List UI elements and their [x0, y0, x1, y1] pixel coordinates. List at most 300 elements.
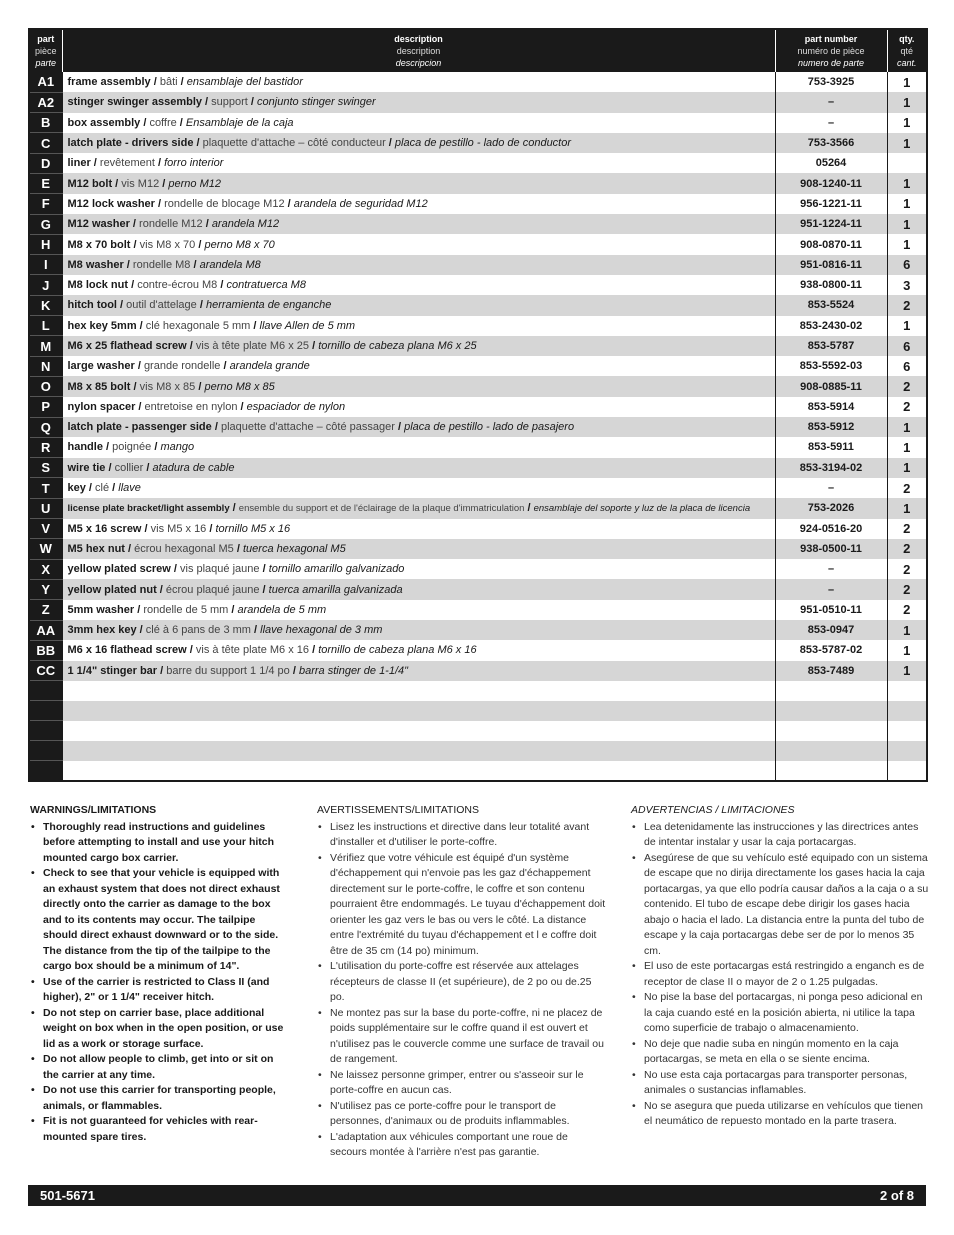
part-id: U	[29, 498, 62, 518]
blank-row	[29, 741, 927, 761]
part-number	[775, 761, 887, 781]
description-spanish: arandela de seguridad M12	[293, 197, 428, 210]
part-number: 753-3925	[775, 72, 887, 92]
part-qty: 6	[887, 255, 927, 275]
part-id	[29, 681, 62, 701]
separator: /	[135, 400, 145, 413]
description-french: rondelle de blocage M12	[164, 197, 285, 210]
table-row	[29, 336, 927, 356]
separator: /	[250, 319, 260, 332]
description-english: M5 hex nut	[67, 542, 125, 555]
description-french: rondelle M12	[139, 218, 203, 231]
page-footer	[28, 1185, 926, 1206]
table-row	[29, 498, 927, 518]
warning-item: • Fit is not guaranteed for vehicles with rear-mounted spare tires.	[30, 1114, 285, 1145]
warning-item: • Asegúrese de que su vehículo esté equipado con un sistema de escape que no dirija directamente los gases hacia la caja portacargas, ya que ello podría causar daños a la caja o a su contenido. El tubo de escape debe dirigir los gases hacia abajo o hacia el lado. La distancia entre la punta del tubo de escape y la caja portacargas debe ser de por lo menos 35 cm.	[631, 851, 929, 960]
separator: /	[136, 624, 146, 637]
description-spanish: atadura de cable	[152, 461, 235, 474]
part-qty: 1	[887, 72, 927, 92]
separator: /	[195, 380, 205, 393]
warning-item: • No deje que nadie suba en ningún momento en la caja portacargas, se meta en ella o se siente encima.	[631, 1037, 929, 1068]
separator: /	[134, 603, 144, 616]
part-number	[775, 721, 887, 741]
separator: /	[228, 603, 238, 616]
part-id: BB	[29, 640, 62, 660]
part-qty: 1	[887, 498, 927, 518]
blank-row	[29, 721, 927, 741]
description-spanish: perno M8 x 70	[204, 238, 275, 251]
table-row	[29, 600, 927, 620]
description-french: bâti	[159, 76, 178, 89]
part-description	[62, 173, 775, 193]
warning-item: • L'adaptation aux véhicules comportant une roue de secours montée à l'arrière n'est pas garantie.	[317, 1130, 607, 1161]
warning-item: • Ne laissez personne grimper, entrer ou s'asseoir sur le porte-coffre en aucun cas.	[317, 1068, 607, 1099]
description-spanish: tornillo de cabeza plana M6 x 25	[318, 340, 477, 352]
description-french: coffre	[149, 116, 177, 129]
separator: /	[211, 421, 221, 434]
warning-item: • El uso de este portacargas está restringido a enganch es de receptor de clase II o mayor de 2 o 1.25 pulgadas.	[631, 959, 929, 990]
part-description	[62, 620, 775, 640]
warning-item: • Do not use this carrier for transporting people, animals, or flammables.	[30, 1083, 285, 1114]
description-spanish: barra stinger de 1-1/4"	[298, 664, 409, 677]
part-id	[29, 741, 62, 761]
table-row	[29, 153, 927, 173]
part-description	[62, 336, 775, 356]
separator: /	[136, 319, 146, 332]
part-description	[62, 579, 775, 599]
description-english: wire tie	[67, 461, 106, 474]
table-row	[29, 72, 927, 92]
part-number: 853-5524	[775, 295, 887, 315]
separator: /	[237, 400, 247, 413]
description-spanish: ensamblaje del soporte y luz de la placa de licencia	[533, 503, 751, 515]
separator: /	[524, 502, 534, 515]
separator: /	[140, 116, 150, 129]
separator: /	[156, 583, 166, 596]
table-row	[29, 640, 927, 660]
separator: /	[259, 563, 269, 576]
description-english: liner	[67, 157, 91, 170]
part-qty: 2	[887, 559, 927, 579]
description-spanish: mango	[160, 441, 195, 454]
warning-item: • Use of the carrier is restricted to Class II (and higher), 2" or 1 1/4" receiver hitch.	[30, 975, 285, 1006]
part-qty: 1	[887, 458, 927, 478]
description-english: M6 x 16 flathead screw	[67, 644, 187, 657]
part-id: X	[29, 559, 62, 579]
part-qty: 2	[887, 519, 927, 539]
part-qty	[887, 721, 927, 741]
separator: /	[151, 441, 161, 454]
parts-table-body	[29, 72, 927, 781]
part-number: 753-2026	[775, 498, 887, 518]
part-qty	[887, 701, 927, 721]
part-description	[62, 255, 775, 275]
header-description: description description descripcion	[62, 29, 775, 72]
part-id: P	[29, 397, 62, 417]
description-french: ensemble du support et de l'éclairage de la plaque d'immatriculation	[238, 503, 525, 515]
warnings-list	[631, 820, 929, 1130]
part-description	[62, 519, 775, 539]
description-english: M8 x 70 bolt	[67, 238, 131, 251]
description-spanish: herramienta de enganche	[205, 299, 332, 312]
part-number: 853-2430-02	[775, 316, 887, 336]
description-french: revêtement	[99, 157, 155, 170]
table-row	[29, 539, 927, 559]
description-english: nylon spacer	[67, 400, 136, 413]
part-id: I	[29, 255, 62, 275]
description-english: large washer	[67, 360, 135, 373]
part-description	[62, 356, 775, 376]
description-english: hitch tool	[67, 299, 117, 312]
part-number: 853-5912	[775, 417, 887, 437]
part-number: 938-0500-11	[775, 539, 887, 559]
separator: /	[176, 116, 186, 129]
description-spanish: tornillo amarillo galvanizado	[268, 563, 405, 576]
description-english: 3mm hex key	[67, 624, 137, 637]
part-id: D	[29, 153, 62, 173]
warning-item: • Do not allow people to climb, get into or sit on the carrier at any time.	[30, 1052, 285, 1083]
part-description	[62, 741, 775, 761]
part-description	[62, 761, 775, 781]
part-id: O	[29, 376, 62, 396]
description-spanish: arandela M8	[199, 258, 261, 271]
part-description	[62, 92, 775, 112]
part-description	[62, 295, 775, 315]
table-row	[29, 437, 927, 457]
part-qty	[887, 681, 927, 701]
separator: /	[130, 380, 140, 393]
separator: /	[117, 299, 127, 312]
description-french: vis à tête plate M6 x 16	[195, 644, 310, 657]
part-id: A1	[29, 72, 62, 92]
description-english: M12 bolt	[67, 177, 113, 190]
table-row	[29, 417, 927, 437]
header-part-number: part number numéro de pièce numero de parte	[775, 29, 887, 72]
part-qty: 1	[887, 417, 927, 437]
description-english: M5 x 16 screw	[67, 522, 142, 535]
warnings-spanish	[631, 803, 929, 1130]
description-french: barre du support 1 1/4 po	[166, 664, 290, 677]
description-french: clé à 6 pans de 3 mm	[145, 624, 251, 637]
separator: /	[284, 197, 294, 210]
part-id: CC	[29, 661, 62, 681]
description-spanish: arandela M12	[211, 218, 280, 231]
separator: /	[141, 522, 151, 535]
part-description	[62, 397, 775, 417]
part-id: M	[29, 336, 62, 356]
description-french: outil d'attelage	[126, 299, 197, 312]
part-qty: 1	[887, 113, 927, 133]
separator: /	[134, 360, 144, 373]
header-qty: qty. qté cant.	[887, 29, 927, 72]
description-english: M12 lock washer	[67, 197, 155, 210]
header-part: part pièce parte	[29, 29, 62, 72]
part-description	[62, 153, 775, 173]
table-row	[29, 397, 927, 417]
table-row	[29, 478, 927, 498]
table-row	[29, 559, 927, 579]
separator: /	[220, 360, 230, 373]
part-id: W	[29, 539, 62, 559]
description-french: vis à tête plate M6 x 25	[195, 340, 310, 352]
part-qty: 1	[887, 234, 927, 254]
part-number: –	[775, 92, 887, 112]
separator: /	[123, 258, 133, 271]
description-spanish: contratuerca M8	[226, 279, 306, 292]
parts-table	[28, 28, 928, 782]
part-id: E	[29, 173, 62, 193]
warnings-title: WARNINGS/LIMITATIONS	[30, 804, 157, 816]
part-qty: 2	[887, 376, 927, 396]
part-description	[62, 498, 775, 518]
part-id: A2	[29, 92, 62, 112]
description-french: plaquette d'attache – côté conducteur	[202, 137, 386, 150]
part-id	[29, 761, 62, 781]
part-description	[62, 72, 775, 92]
part-description	[62, 275, 775, 295]
description-french: poignée	[112, 441, 152, 454]
description-french: vis M8 x 70	[139, 238, 196, 251]
part-number	[775, 681, 887, 701]
part-number: –	[775, 559, 887, 579]
warning-item: • Lea detenidamente las instrucciones y las directrices antes de intentar instalar y usar la caja portacargas.	[631, 820, 929, 851]
table-row	[29, 255, 927, 275]
table-row	[29, 113, 927, 133]
separator: /	[154, 157, 165, 170]
part-number: 853-7489	[775, 661, 887, 681]
description-french: écrou plaqué jaune	[165, 583, 260, 596]
separator: /	[289, 664, 299, 677]
part-id: Y	[29, 579, 62, 599]
description-spanish: Ensamblaje de la caja	[185, 116, 294, 129]
part-number: 924-0516-20	[775, 519, 887, 539]
separator: /	[259, 583, 269, 596]
description-english: key	[67, 482, 86, 495]
separator: /	[186, 340, 196, 352]
part-description	[62, 194, 775, 214]
part-id	[29, 721, 62, 741]
part-qty: 1	[887, 133, 927, 153]
part-description	[62, 539, 775, 559]
description-french: vis M5 x 16	[150, 522, 207, 535]
description-spanish: perno M12	[168, 177, 221, 190]
table-row	[29, 275, 927, 295]
part-number: 853-5911	[775, 437, 887, 457]
description-french: vis M12	[121, 177, 160, 190]
separator: /	[309, 340, 319, 352]
table-row	[29, 620, 927, 640]
part-number: 853-0947	[775, 620, 887, 640]
part-id: K	[29, 295, 62, 315]
description-spanish: tuerca amarilla galvanizada	[268, 583, 403, 596]
part-description	[62, 559, 775, 579]
description-english: latch plate - passenger side	[67, 421, 212, 434]
part-description	[62, 600, 775, 620]
part-description	[62, 478, 775, 498]
description-french: rondelle M8	[132, 258, 191, 271]
description-english: latch plate - drivers side	[67, 137, 194, 150]
warnings-french	[317, 803, 607, 1161]
description-spanish: tornillo M5 x 16	[215, 522, 291, 535]
part-number: 853-5914	[775, 397, 887, 417]
separator: /	[85, 482, 96, 495]
part-qty: 2	[887, 579, 927, 599]
part-number: 956-1221-11	[775, 194, 887, 214]
separator: /	[233, 542, 243, 555]
warning-item: • Ne montez pas sur la base du porte-coffre, ni ne placez de poids supplémentaire sur le coffre quand il est ouvert et n'utilisez pas le couvercle comme une surface de travail ou de rangement.	[317, 1006, 607, 1068]
description-spanish: ensamblaje del bastidor	[186, 76, 303, 89]
separator: /	[195, 238, 205, 251]
part-id: B	[29, 113, 62, 133]
part-qty: 6	[887, 356, 927, 376]
description-english: yellow plated nut	[67, 583, 157, 596]
description-spanish: perno M8 x 85	[204, 380, 275, 393]
separator: /	[130, 238, 140, 251]
warnings-title: ADVERTENCIAS / LIMITACIONES	[631, 804, 795, 816]
part-description	[62, 234, 775, 254]
table-row	[29, 316, 927, 336]
part-number: 908-1240-11	[775, 173, 887, 193]
warning-item: • N'utilisez pas ce porte-coffre pour le transport de personnes, d'animaux ou de produits inflammables.	[317, 1099, 607, 1130]
description-english: handle	[67, 441, 103, 454]
part-qty: 1	[887, 437, 927, 457]
part-qty: 3	[887, 275, 927, 295]
separator: /	[170, 563, 180, 576]
warning-item: • No use esta caja portacargas para transporter personas, animales o sustancias inflamables.	[631, 1068, 929, 1099]
separator: /	[143, 461, 153, 474]
description-french: entretoise en nylon	[144, 400, 238, 413]
description-spanish: placa de pestillo - lado de conductor	[394, 137, 572, 150]
description-spanish: llave hexagonal de 3 mm	[260, 624, 383, 637]
description-spanish: tuerca hexagonal M5	[242, 542, 346, 555]
table-row	[29, 92, 927, 112]
warning-item: • Thoroughly read instructions and guidelines before attempting to install and use your hitch mounted cargo box carrier.	[30, 820, 285, 867]
part-number: 853-5592-03	[775, 356, 887, 376]
part-qty: 1	[887, 316, 927, 336]
description-english: yellow plated screw	[67, 563, 171, 576]
description-spanish: tornillo de cabeza plana M6 x 16	[318, 644, 477, 657]
separator: /	[90, 157, 100, 170]
table-row	[29, 214, 927, 234]
part-id: J	[29, 275, 62, 295]
description-english: M8 x 85 bolt	[67, 380, 131, 393]
part-description	[62, 113, 775, 133]
description-english: M8 washer	[67, 258, 124, 271]
warnings-title: AVERTISSEMENTS/LIMITATIONS	[317, 804, 479, 816]
description-english: 5mm washer	[67, 603, 135, 616]
description-french: plaquette d'attache – côté passager	[220, 421, 395, 434]
part-description	[62, 640, 775, 660]
separator: /	[109, 482, 119, 495]
part-qty: 6	[887, 336, 927, 356]
description-french: clé	[95, 482, 110, 495]
description-spanish: placa de pestillo - lado de pasajero	[404, 421, 575, 434]
warning-item: • No se asegura que pueda utilizarse en vehículos que tienen el neumático de repuesto montado en la parte trasera.	[631, 1099, 929, 1130]
part-qty: 2	[887, 478, 927, 498]
separator: /	[196, 299, 206, 312]
description-english: hex key 5mm	[67, 319, 137, 332]
part-qty: 2	[887, 295, 927, 315]
warnings-english	[30, 803, 285, 1145]
part-id: L	[29, 316, 62, 336]
part-number: –	[775, 579, 887, 599]
part-id: H	[29, 234, 62, 254]
part-qty	[887, 153, 927, 173]
part-qty: 1	[887, 194, 927, 214]
description-spanish: llave Allen de 5 mm	[259, 319, 356, 332]
separator: /	[190, 258, 200, 271]
table-row	[29, 356, 927, 376]
table-row	[29, 458, 927, 478]
part-description	[62, 376, 775, 396]
table-row	[29, 519, 927, 539]
separator: /	[247, 96, 258, 109]
description-english: stinger swinger assembly	[67, 96, 202, 109]
separator: /	[202, 96, 212, 109]
description-spanish: arandela de 5 mm	[237, 603, 327, 616]
part-id	[29, 701, 62, 721]
part-description	[62, 681, 775, 701]
description-french: contre-écrou M8	[137, 279, 218, 292]
part-description	[62, 721, 775, 741]
part-description	[62, 661, 775, 681]
part-number: 853-5787	[775, 336, 887, 356]
part-id: T	[29, 478, 62, 498]
description-french: collier	[114, 461, 144, 474]
description-spanish: llave	[118, 482, 141, 495]
separator: /	[159, 177, 169, 190]
description-english: M12 washer	[67, 218, 130, 231]
blank-row	[29, 701, 927, 721]
separator: /	[150, 76, 160, 89]
part-number: –	[775, 113, 887, 133]
separator: /	[394, 421, 405, 434]
part-qty: 2	[887, 397, 927, 417]
part-number	[775, 701, 887, 721]
part-number: 951-0510-11	[775, 600, 887, 620]
document-number: 501-5671	[40, 1188, 95, 1203]
warning-item: • Check to see that your vehicle is equipped with an exhaust system that does not direct exhaust directly onto the carrier as damage to the box and to its contents may occur. The tailpipe should direct exhaust downward or to the side. The distance from the tip of the tailpipe to the cargo box should be a minimum of 14".	[30, 866, 285, 975]
part-qty: 1	[887, 620, 927, 640]
table-row	[29, 133, 927, 153]
part-id: AA	[29, 620, 62, 640]
table-row	[29, 661, 927, 681]
part-qty: 2	[887, 600, 927, 620]
separator: /	[385, 137, 395, 150]
part-qty	[887, 741, 927, 761]
description-french: vis M8 x 85	[139, 380, 196, 393]
separator: /	[128, 279, 138, 292]
separator: /	[202, 218, 212, 231]
description-french: support	[211, 96, 248, 109]
part-qty: 1	[887, 640, 927, 660]
table-row	[29, 173, 927, 193]
part-qty: 1	[887, 173, 927, 193]
table-row	[29, 376, 927, 396]
description-spanish: forro interior	[164, 157, 224, 170]
part-description	[62, 133, 775, 153]
separator: /	[102, 441, 113, 454]
part-number	[775, 741, 887, 761]
separator: /	[129, 218, 140, 231]
part-id: N	[29, 356, 62, 376]
separator: /	[217, 279, 227, 292]
description-french: grande rondelle	[143, 360, 221, 373]
description-french: écrou hexagonal M5	[134, 542, 234, 555]
warning-item: • L'utilisation du porte-coffre est réservée aux attelages récepteurs de classe II (et supérieure), de 2 po ou de.25 po.	[317, 959, 607, 1006]
warning-item: • No pise la base del portacargas, ni ponga peso adicional en la caja cuando esté en la posición abierta, ni utilice la tapa como superficie de trabajo o almacenamiento.	[631, 990, 929, 1037]
part-description	[62, 316, 775, 336]
